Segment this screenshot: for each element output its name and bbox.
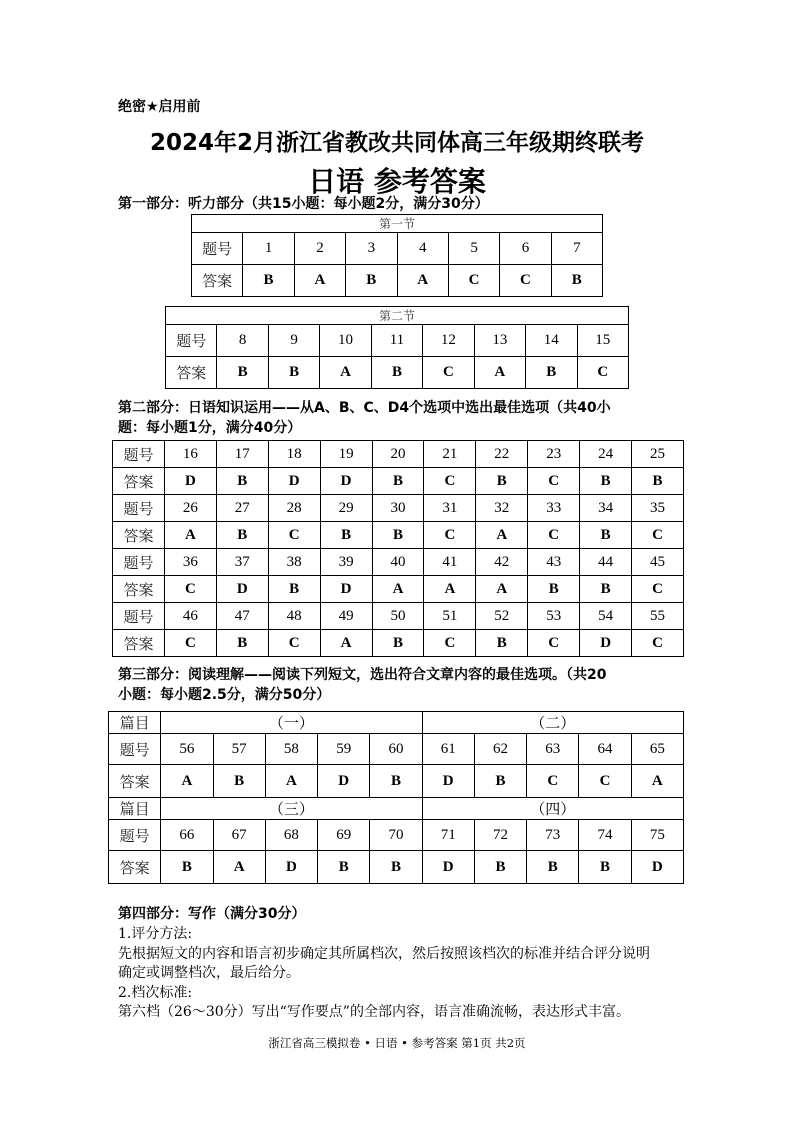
question-number: 8	[217, 325, 268, 357]
question-number: 42	[476, 549, 528, 576]
answer-cell: B	[372, 468, 424, 495]
table-row	[109, 734, 684, 765]
passage-row	[109, 798, 684, 820]
question-number: 61	[422, 734, 474, 765]
answer-cell: D	[164, 468, 216, 495]
question-number: 51	[424, 603, 476, 630]
question-number: 28	[268, 495, 320, 522]
answer-cell: D	[268, 468, 320, 495]
table-row	[192, 233, 603, 265]
table-row	[113, 576, 684, 603]
part4-heading: 第四部分：写作（满分30分）	[118, 906, 306, 922]
answer-cell: B	[346, 265, 397, 297]
question-number: 56	[161, 734, 213, 765]
answer-cell: B	[371, 357, 422, 389]
answer-cell: A	[397, 265, 448, 297]
answer-cell: B	[370, 765, 422, 798]
question-number: 57	[213, 734, 265, 765]
answer-cell: D	[320, 468, 372, 495]
question-number: 70	[370, 820, 422, 851]
question-number: 74	[579, 820, 631, 851]
number-label: 题号	[113, 549, 165, 576]
question-number: 59	[318, 734, 370, 765]
answer-cell: D	[216, 576, 268, 603]
question-number: 46	[164, 603, 216, 630]
table-row	[166, 357, 629, 389]
answer-cell: B	[318, 851, 370, 884]
table-row	[166, 325, 629, 357]
question-number: 25	[632, 441, 684, 468]
question-number: 63	[527, 734, 579, 765]
number-label: 题号	[113, 603, 165, 630]
passage-label: 篇目	[109, 798, 161, 820]
part2-heading-line2: 题：每小题1分，满分40分）	[118, 420, 302, 436]
answer-cell: B	[580, 468, 632, 495]
answer-cell: B	[528, 576, 580, 603]
question-number: 54	[580, 603, 632, 630]
table-row	[113, 441, 684, 468]
question-number: 34	[580, 495, 632, 522]
answer-cell: B	[632, 468, 684, 495]
question-number: 26	[164, 495, 216, 522]
answer-label: 答案	[166, 357, 217, 389]
answer-cell: C	[164, 630, 216, 657]
answer-label: 答案	[113, 468, 165, 495]
answer-cell: B	[580, 522, 632, 549]
question-number: 73	[527, 820, 579, 851]
section-header-row	[166, 307, 629, 325]
answer-cell: C	[424, 630, 476, 657]
question-number: 62	[474, 734, 526, 765]
question-number: 21	[424, 441, 476, 468]
table-row	[192, 265, 603, 297]
question-number: 43	[528, 549, 580, 576]
answer-cell: C	[527, 765, 579, 798]
answer-cell: B	[580, 576, 632, 603]
part4-body	[118, 925, 688, 1023]
question-number: 53	[528, 603, 580, 630]
answer-cell: B	[527, 851, 579, 884]
number-label: 题号	[192, 233, 243, 265]
question-number: 29	[320, 495, 372, 522]
answer-label: 答案	[113, 630, 165, 657]
answer-cell: B	[372, 630, 424, 657]
question-number: 72	[474, 820, 526, 851]
table-row	[113, 522, 684, 549]
passage-title: （一）	[161, 712, 422, 734]
answer-cell: B	[526, 357, 577, 389]
question-number: 52	[476, 603, 528, 630]
question-number: 11	[371, 325, 422, 357]
answer-cell: C	[577, 357, 629, 389]
answer-cell: A	[213, 851, 265, 884]
answer-cell: C	[632, 522, 684, 549]
answer-cell: C	[579, 765, 631, 798]
answer-cell: B	[268, 576, 320, 603]
table-row	[113, 495, 684, 522]
answer-cell: D	[422, 851, 474, 884]
passage-title: （三）	[161, 798, 422, 820]
number-label: 题号	[166, 325, 217, 357]
question-number: 15	[577, 325, 629, 357]
question-number: 12	[423, 325, 474, 357]
confidential-label: 绝密★启用前	[118, 99, 201, 115]
question-number: 58	[265, 734, 317, 765]
answer-cell: B	[476, 468, 528, 495]
answer-cell: A	[424, 576, 476, 603]
answer-cell: D	[580, 630, 632, 657]
answer-cell: D	[265, 851, 317, 884]
answer-cell: B	[320, 522, 372, 549]
answer-cell: B	[474, 851, 526, 884]
answer-cell: B	[476, 630, 528, 657]
question-number: 10	[320, 325, 371, 357]
question-number: 2	[294, 233, 345, 265]
answer-cell: D	[631, 851, 683, 884]
table-row	[113, 630, 684, 657]
table-row	[113, 549, 684, 576]
question-number: 44	[580, 549, 632, 576]
question-number: 65	[631, 734, 683, 765]
part3-table	[108, 711, 684, 884]
question-number: 48	[268, 603, 320, 630]
question-number: 38	[268, 549, 320, 576]
answer-cell: A	[476, 522, 528, 549]
document-subtitle: 日语 参考答案	[308, 165, 486, 198]
question-number: 45	[632, 549, 684, 576]
question-number: 55	[632, 603, 684, 630]
question-number: 5	[448, 233, 499, 265]
question-number: 35	[632, 495, 684, 522]
answer-cell: C	[423, 357, 474, 389]
question-number: 32	[476, 495, 528, 522]
part4-line: 先根据短文的内容和语言初步确定其所属档次，然后按照该档次的标准并结合评分说明	[118, 945, 650, 962]
question-number: 37	[216, 549, 268, 576]
answer-cell: C	[632, 576, 684, 603]
answer-cell: D	[320, 576, 372, 603]
question-number: 71	[422, 820, 474, 851]
question-number: 24	[580, 441, 632, 468]
section-header-row	[192, 215, 603, 233]
answer-cell: B	[216, 522, 268, 549]
question-number: 20	[372, 441, 424, 468]
passage-row	[109, 712, 684, 734]
document-title: 2024年2月浙江省教改共同体高三年级期终联考	[149, 130, 645, 156]
question-number: 39	[320, 549, 372, 576]
question-number: 64	[579, 734, 631, 765]
question-number: 14	[526, 325, 577, 357]
passage-title: （四）	[422, 798, 683, 820]
answer-label: 答案	[113, 576, 165, 603]
answer-cell: D	[422, 765, 474, 798]
question-number: 31	[424, 495, 476, 522]
question-number: 4	[397, 233, 448, 265]
part2-table	[112, 440, 684, 657]
answer-cell: A	[164, 522, 216, 549]
answer-cell: B	[213, 765, 265, 798]
answer-cell: A	[320, 357, 371, 389]
question-number: 69	[318, 820, 370, 851]
question-number: 17	[216, 441, 268, 468]
section-title: 第一节	[192, 215, 603, 233]
answer-cell: A	[372, 576, 424, 603]
answer-cell: B	[268, 357, 319, 389]
passage-title: （二）	[422, 712, 683, 734]
answer-cell: C	[528, 468, 580, 495]
question-number: 66	[161, 820, 213, 851]
answer-cell: C	[500, 265, 551, 297]
answer-cell: B	[372, 522, 424, 549]
question-number: 16	[164, 441, 216, 468]
answer-cell: D	[318, 765, 370, 798]
answer-cell: C	[448, 265, 499, 297]
number-label: 题号	[109, 820, 161, 851]
answer-cell: A	[161, 765, 213, 798]
answer-label: 答案	[109, 851, 161, 884]
part4-line: 确定或调整档次，最后给分。	[118, 965, 300, 981]
question-number: 36	[164, 549, 216, 576]
part1-section2-table	[165, 306, 629, 389]
answer-cell: B	[216, 630, 268, 657]
table-row	[109, 820, 684, 851]
question-number: 7	[551, 233, 602, 265]
question-number: 68	[265, 820, 317, 851]
answer-cell: C	[268, 630, 320, 657]
answer-label: 答案	[109, 765, 161, 798]
question-number: 75	[631, 820, 683, 851]
answer-cell: A	[265, 765, 317, 798]
answer-cell: C	[268, 522, 320, 549]
answer-cell: C	[528, 522, 580, 549]
passage-label: 篇目	[109, 712, 161, 734]
section-title: 第二节	[166, 307, 629, 325]
question-number: 19	[320, 441, 372, 468]
answer-cell: A	[294, 265, 345, 297]
question-number: 49	[320, 603, 372, 630]
answer-label: 答案	[113, 522, 165, 549]
question-number: 41	[424, 549, 476, 576]
answer-cell: B	[243, 265, 294, 297]
answer-cell: B	[161, 851, 213, 884]
answer-cell: C	[164, 576, 216, 603]
question-number: 47	[216, 603, 268, 630]
question-number: 60	[370, 734, 422, 765]
question-number: 67	[213, 820, 265, 851]
part3-heading-line1: 第三部分：阅读理解——阅读下列短文，选出符合文章内容的最佳选项。（共20	[118, 667, 607, 683]
question-number: 18	[268, 441, 320, 468]
answer-cell: C	[424, 468, 476, 495]
question-number: 23	[528, 441, 580, 468]
question-number: 9	[268, 325, 319, 357]
answer-cell: B	[217, 357, 268, 389]
part4-line: 2.档次标准:	[118, 984, 193, 1001]
answer-cell: B	[551, 265, 602, 297]
table-row	[113, 603, 684, 630]
answer-cell: A	[474, 357, 525, 389]
question-number: 33	[528, 495, 580, 522]
table-row	[109, 765, 684, 798]
question-number: 50	[372, 603, 424, 630]
answer-cell: C	[632, 630, 684, 657]
number-label: 题号	[113, 495, 165, 522]
question-number: 22	[476, 441, 528, 468]
table-row	[109, 851, 684, 884]
answer-cell: B	[216, 468, 268, 495]
part2-heading-line1: 第二部分：日语知识运用——从A、B、C、D4个选项中选出最佳选项（共40小	[118, 400, 611, 416]
answer-label: 答案	[192, 265, 243, 297]
part3-heading-line2: 小题：每小题2.5分，满分50分）	[118, 687, 331, 703]
question-number: 30	[372, 495, 424, 522]
answer-cell: B	[370, 851, 422, 884]
number-label: 题号	[109, 734, 161, 765]
answer-cell: A	[631, 765, 683, 798]
table-row	[113, 468, 684, 495]
question-number: 40	[372, 549, 424, 576]
page-footer: 浙江省高三模拟卷 • 日语 • 参考答案 第1页 共2页	[268, 1036, 526, 1050]
answer-cell: C	[424, 522, 476, 549]
answer-cell: B	[474, 765, 526, 798]
part2-heading	[118, 398, 688, 438]
question-number: 3	[346, 233, 397, 265]
question-number: 27	[216, 495, 268, 522]
question-number: 1	[243, 233, 294, 265]
answer-cell: B	[579, 851, 631, 884]
part3-heading	[118, 665, 688, 705]
number-label: 题号	[113, 441, 165, 468]
answer-cell: C	[528, 630, 580, 657]
part4-line: 1.评分方法:	[118, 926, 193, 942]
answer-cell: A	[320, 630, 372, 657]
question-number: 6	[500, 233, 551, 265]
question-number: 13	[474, 325, 525, 357]
part4-line: 第六档（26～30分）写出“写作要点”的全部内容，语言准确流畅，表达形式丰富。	[118, 1004, 630, 1020]
part1-heading: 第一部分：听力部分（共15小题：每小题2分，满分30分）	[118, 196, 489, 212]
answer-cell: A	[476, 576, 528, 603]
part1-section1-table	[191, 214, 603, 297]
